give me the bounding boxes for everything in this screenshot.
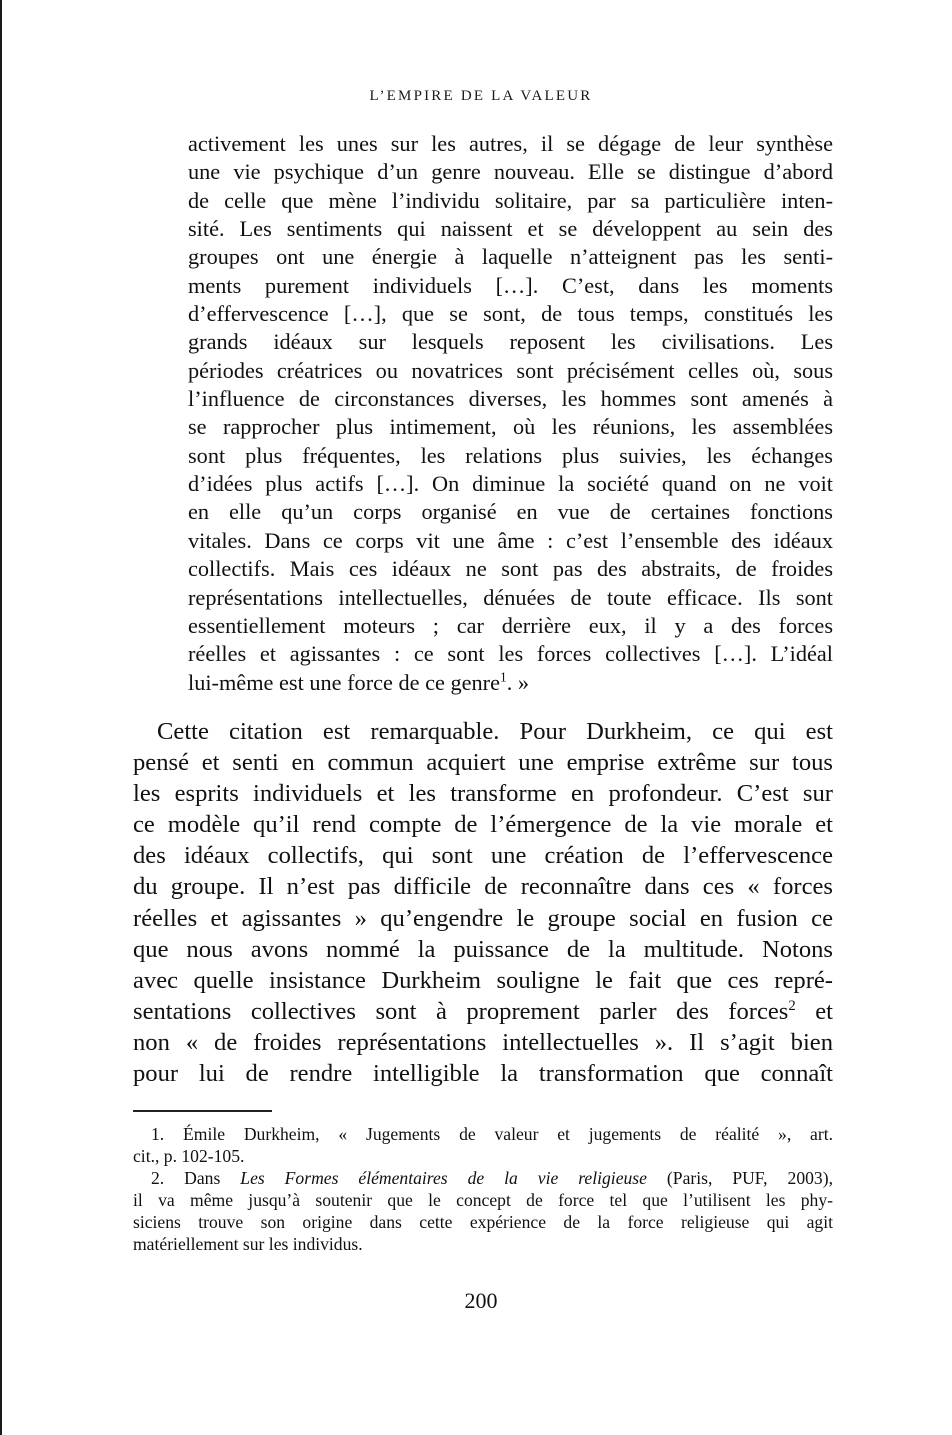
- footnote-2-line: 2. Dans Les Formes élémentaires de la vie religieuse (Paris, PUF, 2003),: [151, 1167, 833, 1188]
- footnote-separator: [133, 1110, 272, 1112]
- book-title: Les Formes élémentaires de la vie religieuse: [240, 1167, 647, 1188]
- quote-line: se rapprocher plus intimement, où les réunions, les assemblées: [188, 414, 833, 440]
- footnote-ref-2[interactable]: 2: [788, 997, 796, 1014]
- running-head: L’EMPIRE DE LA VALEUR: [369, 88, 593, 104]
- quote-line: une vie psychique d’un genre nouveau. Elle se distingue d’abord: [188, 159, 833, 185]
- page-left-edge: [0, 0, 2, 1435]
- footnote-1-line: 1. Émile Durkheim, « Jugements de valeur et jugements de réalité », art.: [151, 1124, 833, 1144]
- block-quote: [188, 130, 833, 697]
- body-line: réelles et agissantes » qu’engendre le groupe social en fusion ce: [133, 904, 833, 932]
- quote-line: grands idéaux sur lesquels reposent les civilisations. Les: [188, 329, 833, 355]
- footnote-2-line: matériellement sur les individus.: [133, 1233, 363, 1254]
- footnote-2-line: il va même jusqu’à soutenir que le concept de force tel que l’utilisent les phy-: [133, 1189, 833, 1210]
- quote-line: représentations intellectuelles, dénuées de toute efficace. Ils sont: [188, 584, 833, 610]
- body-line: sentations collectives sont à proprement parler des forces$^2$ et: [133, 997, 833, 1025]
- body-line: Cette citation est remarquable. Pour Durkheim, ce qui est: [157, 718, 833, 745]
- footnote-2-number: 2.: [151, 1167, 165, 1188]
- body-line: ce modèle qu’il rend compte de l’émergence de la vie morale et: [133, 811, 833, 839]
- body-line: non « de froides représentations intellectuelles ». Il s’agit bien: [133, 1028, 833, 1056]
- quote-line: réelles et agissantes : ce sont les forces collectives […]. L’idéal: [188, 641, 833, 667]
- quote-line: sont plus fréquentes, les relations plus suivies, les échanges: [188, 442, 833, 468]
- body-line: avec quelle insistance Durkheim souligne le fait que ces repré-: [133, 966, 833, 994]
- quote-line: d’effervescence […], que se sont, de tous temps, constitués les: [188, 301, 833, 327]
- quote-line: activement les unes sur les autres, il se dégage de leur synthèse: [188, 131, 833, 156]
- body-line: les esprits individuels et les transforme en profondeur. C’est sur: [133, 780, 833, 808]
- body-line: pour lui de rendre intelligible la transformation que connaît: [133, 1060, 833, 1088]
- body-line: des idéaux collectifs, qui sont une création de l’effervescence: [133, 842, 833, 870]
- footnote-ref-1[interactable]: 1: [500, 669, 507, 685]
- quote-line: sité. Les sentiments qui naissent et se développent au sein des: [188, 216, 833, 242]
- quote-line: essentiellement moteurs ; car derrière eux, il y a des forces: [188, 612, 833, 638]
- quote-line: l’influence de circonstances diverses, les hommes sont amenés à: [188, 386, 833, 412]
- quote-line: de celle que mène l’individu solitaire, par sa particulière inten-: [188, 187, 833, 213]
- body-line: du groupe. Il n’est pas difficile de reconnaître dans ces « forces: [133, 873, 833, 901]
- footnotes: [133, 1124, 833, 1255]
- quote-line: en elle qu’un corps organisé en vue de certaines fonctions: [188, 499, 833, 525]
- body-paragraph: [133, 716, 833, 1089]
- quote-last-line: lui-même est une force de ce genre$^1$. »: [188, 669, 529, 695]
- body-line: que nous avons nommé la puissance de la multitude. Notons: [133, 935, 833, 963]
- quote-line: d’idées plus actifs […]. On diminue la société quand on ne voit: [188, 471, 833, 497]
- quote-line: périodes créatrices ou novatrices sont précisément celles où, sous: [188, 357, 833, 383]
- footnote-1-number: 1.: [151, 1124, 165, 1144]
- quote-line: vitales. Dans ce corps vit une âme : c’est l’ensemble des idéaux: [188, 527, 833, 553]
- quote-line: ments purement individuels […]. C’est, dans les moments: [188, 272, 833, 298]
- page-number: 200: [464, 1288, 498, 1313]
- footnote-1-line: cit., p. 102-105.: [133, 1145, 245, 1166]
- footnote-2-line: siciens trouve son origine dans cette expérience de la force religieuse qui agit: [133, 1211, 833, 1232]
- quote-line: collectifs. Mais ces idéaux ne sont pas des abstraits, de froides: [188, 556, 833, 582]
- body-line: pensé et senti en commun acquiert une emprise extrême sur tous: [133, 749, 833, 777]
- quote-line: groupes ont une énergie à laquelle n’atteignent pas les senti-: [188, 244, 833, 270]
